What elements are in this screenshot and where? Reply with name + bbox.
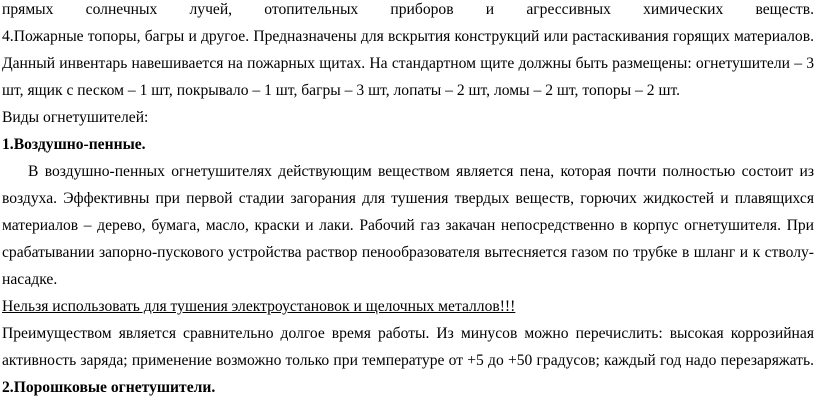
text-line: шт, ящик с песком – 1 шт, покрывало – 1 шт, багры – 3 шт, лопаты – 2 шт, ломы – 2 шт, топоры – 2 шт. bbox=[2, 82, 680, 99]
text-line: В воздушно-пенных огнетушителях действующим веществом является пена, которая почти полностью состоит из bbox=[28, 163, 814, 180]
warning-line: Нельзя использовать для тушения электроустановок и щелочных металлов!!! bbox=[2, 298, 516, 315]
text-line: Виды огнетушителей: bbox=[2, 109, 149, 126]
section-heading: 1.Воздушно-пенные. bbox=[2, 136, 146, 153]
text-line: Данный инвентарь навешивается на пожарных щитах. На стандартном щите должны быть размещены: огнетушители – 3 bbox=[2, 55, 814, 72]
text-line: срабатывании запорно-пускового устройства раствор пенообразователя вытесняется газом по трубке в шланг и к стволу- bbox=[2, 244, 814, 261]
text-line: материалов – дерево, бумага, масло, краски и лаки. Рабочий газ закачан непосредственно в корпус огнетушителя. При bbox=[2, 217, 814, 234]
text-line: Преимуществом является сравнительно долгое время работы. Из минусов можно перечислить: высокая коррозийная bbox=[2, 325, 814, 342]
text-line: насадке. bbox=[2, 271, 58, 288]
text-line: воздуха. Эффективны при первой стадии загорания для тушения твердых веществ, горючих жидкостей и плавящихся bbox=[2, 190, 814, 207]
text-line: прямых солнечных лучей, отопительных приборов и агрессивных химических веществ. bbox=[2, 1, 814, 18]
section-heading: 2.Порошковые огнетушители. bbox=[2, 379, 216, 396]
text-line: активность заряда; применение возможно только при температуре от +5 до +50 градусов; каждый год надо перезаряжать. bbox=[2, 352, 814, 369]
text-line: 4.Пожарные топоры, багры и другое. Предназначены для вскрытия конструкций или растаскивания горящих материалов. bbox=[2, 28, 814, 45]
